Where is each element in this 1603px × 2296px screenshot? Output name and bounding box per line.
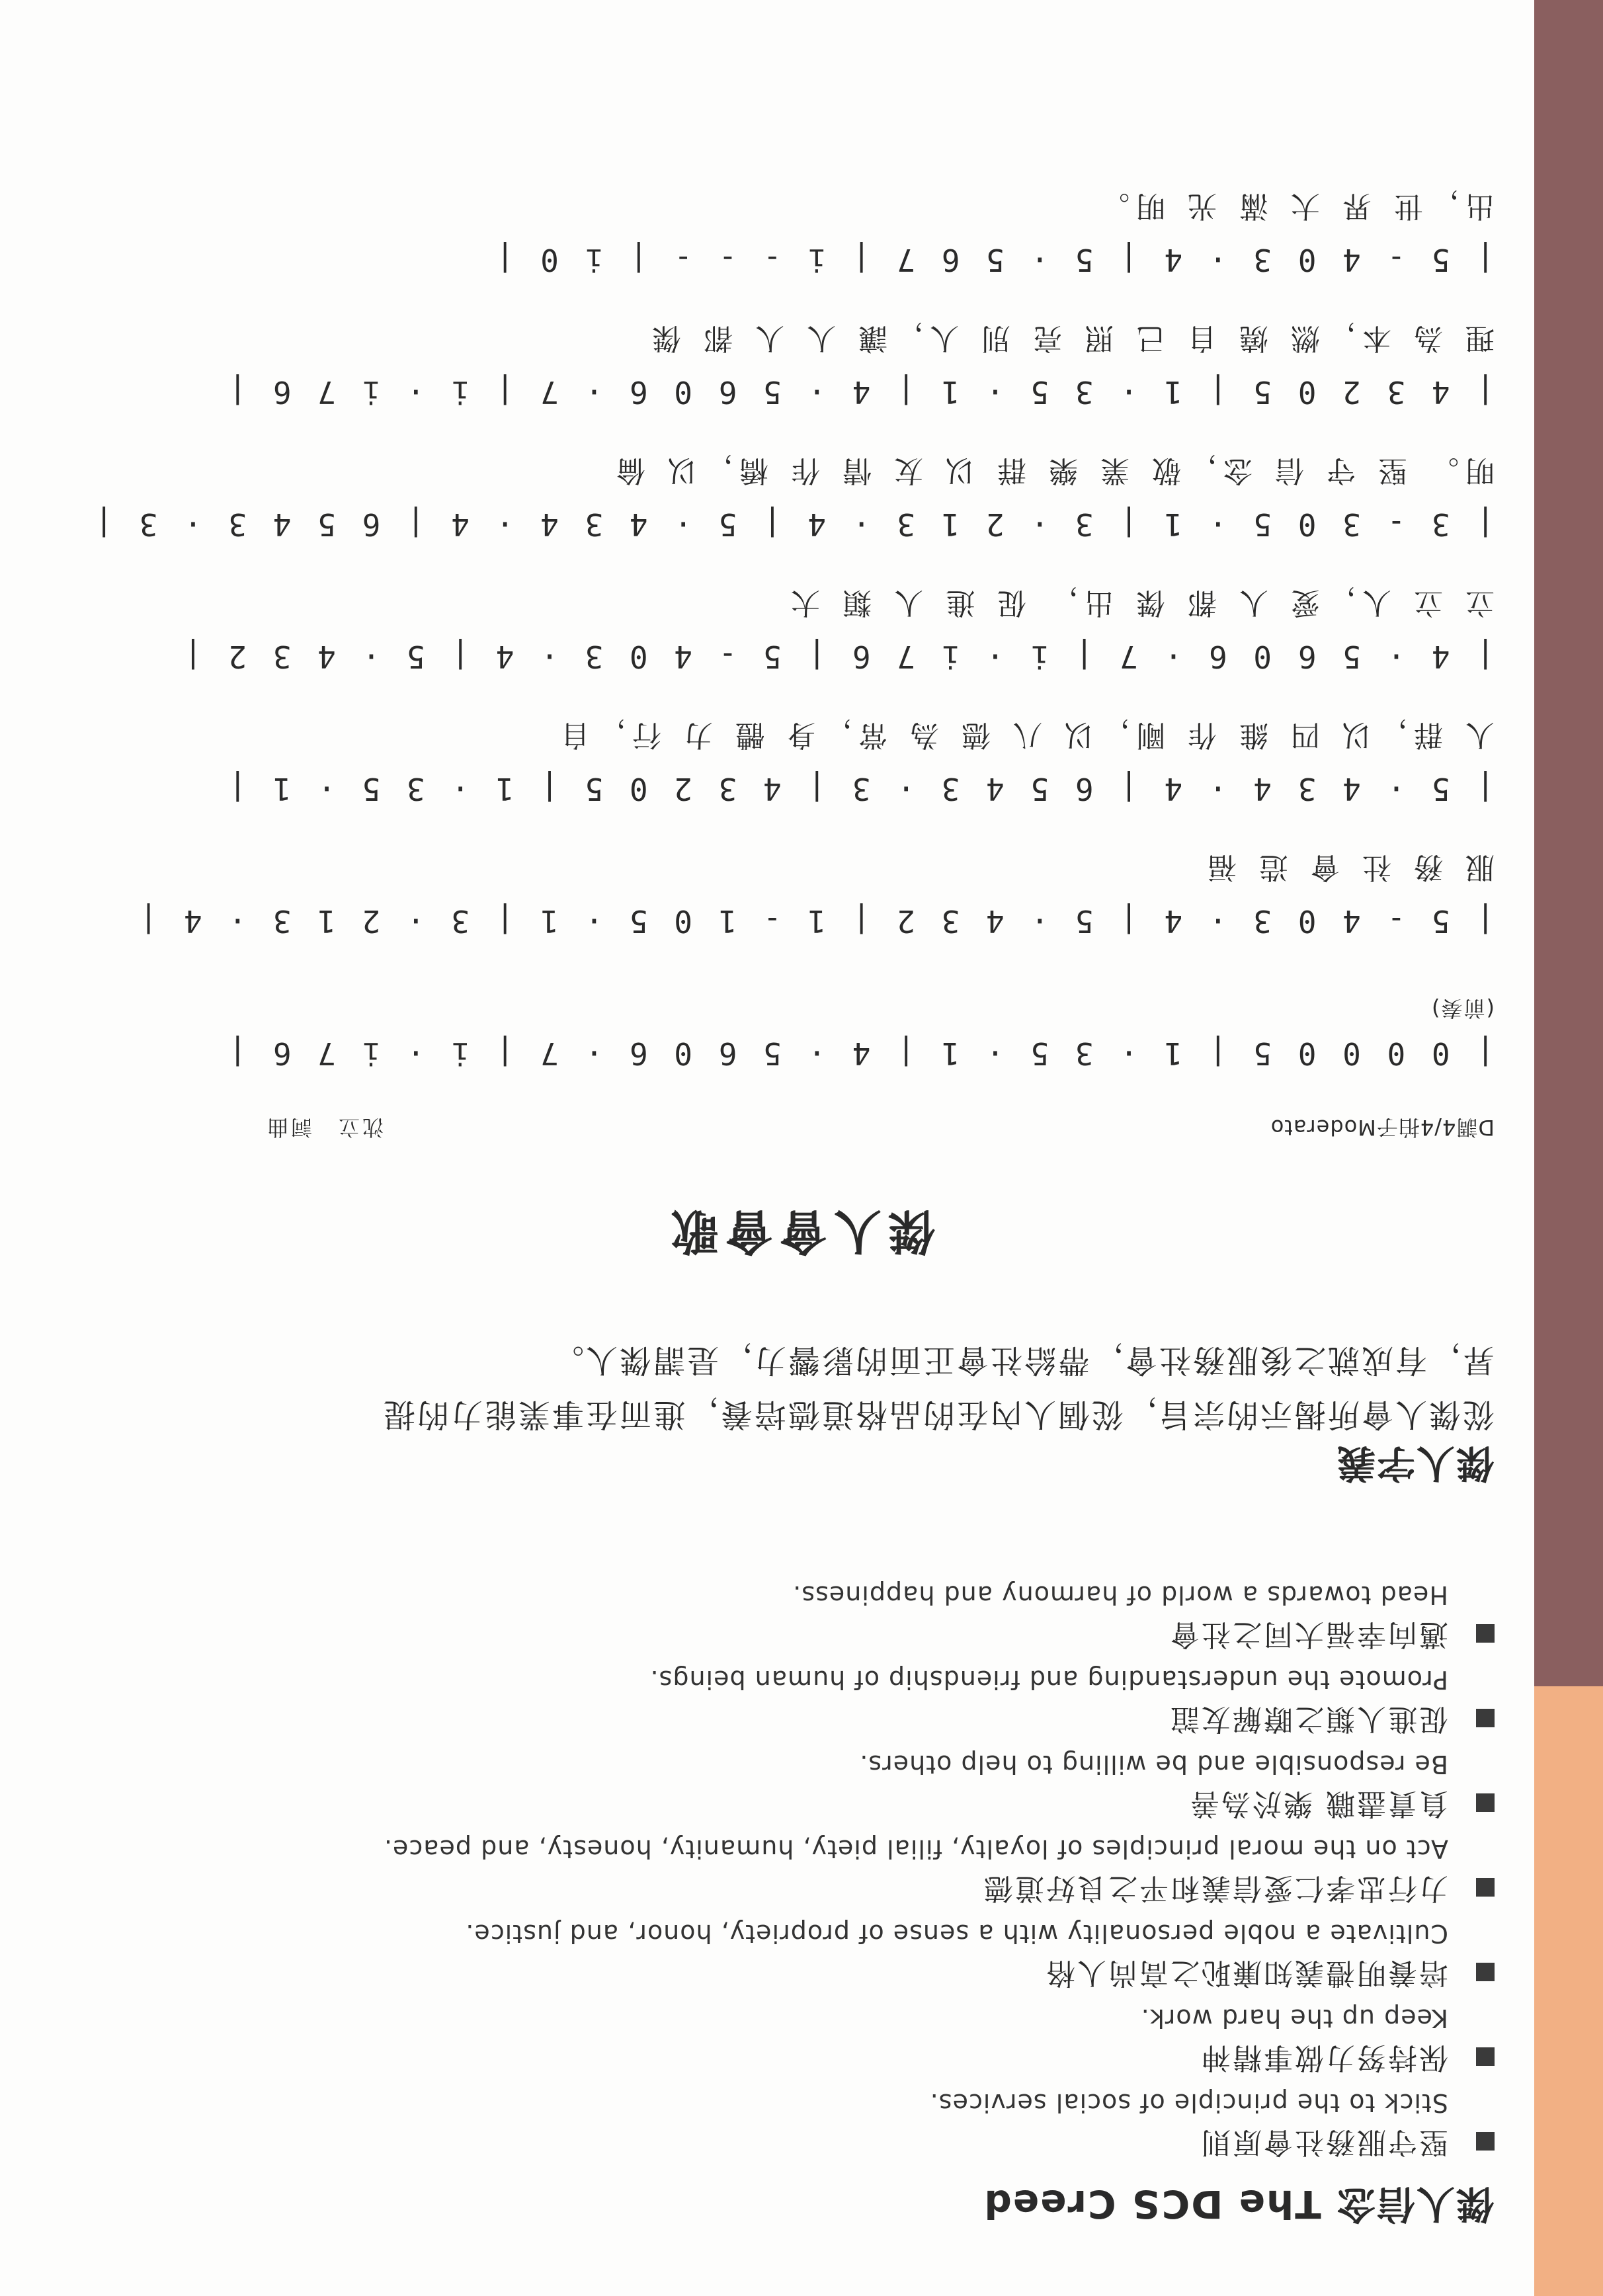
score-notes-line: | 5 - 4 0 3 · 4 | 5 · 4 3 2 | 1 - 1 0 5 · 1 | 3 · 2 1 3 · 4 | bbox=[135, 903, 1495, 939]
creed-item-chinese: 邁向幸福大同之社會 bbox=[1169, 1618, 1448, 1651]
creed-item-english: Head towards a world of harmony and happiness. bbox=[792, 1580, 1448, 1610]
bullet-square-icon bbox=[1476, 1963, 1495, 1981]
strip-bottom-segment bbox=[1534, 1686, 1603, 2296]
score-lyrics-line: 出，世 界 大 滿 光 明。 bbox=[1094, 189, 1495, 223]
score-notes-line: | 5 - 4 0 3 · 4 | 5 · 5 6 7 | i - - - | i 0 | bbox=[491, 242, 1495, 278]
creed-item bbox=[139, 1824, 1495, 1908]
bullet-square-icon bbox=[1476, 1878, 1495, 1897]
song-title: 傑人會會歌 bbox=[665, 1204, 936, 1259]
score-lyrics-line: 理 為 本，燃 燒 自 己 照 亮 別 人，讓 人 人 都 傑 bbox=[645, 321, 1495, 355]
intro-tag: (前奏) bbox=[1430, 996, 1495, 1021]
bullet-square-icon bbox=[1476, 1709, 1495, 1727]
creed-item-chinese: 負責盡職 樂於為善 bbox=[1188, 1787, 1448, 1821]
creed-item bbox=[139, 1908, 1495, 1993]
score-notes-line: | 4 3 2 0 5 | 1 · 3 5 · 1 | 4 · 5 6 0 6 · 7 | i · i 7 6 | bbox=[224, 374, 1495, 410]
creed-title: 傑人信念 The DCS Creed bbox=[983, 2182, 1495, 2227]
score-notes-line: | 0 0 0 0 5 | 1 · 3 5 · 1 | 4 · 5 6 0 6 · 7 | i · i 7 6 | bbox=[224, 1036, 1495, 1071]
creed-item bbox=[139, 1993, 1495, 2078]
score-lyrics-line: 人 群，以 四 維 作 剛，以 八 德 為 常，身 體 力 行，自 bbox=[554, 718, 1495, 752]
document-content bbox=[91, 53, 1495, 2235]
creed-item-chinese: 堅守服務社會原則 bbox=[1200, 2125, 1448, 2159]
strip-top-segment bbox=[1534, 0, 1603, 1686]
creed-item-chinese: 培養明禮義知廉恥之高尚人格 bbox=[1044, 1956, 1448, 1990]
creed-item-english: Act on the moral principles of loyalty, filial piety, humanity, honesty, and peace. bbox=[383, 1834, 1448, 1864]
creed-item-english: Promote the understanding and friendship of human beings. bbox=[649, 1665, 1448, 1694]
score-notes-line: | 5 · 4 3 4 · 4 | 6 5 4 3 · 3 | 4 3 2 0 5 | 1 · 3 5 · 1 | bbox=[224, 771, 1495, 807]
creed-item-english: Cultivate a noble personality with a sense of propriety, honor, and justice. bbox=[465, 1919, 1448, 1948]
bullet-square-icon bbox=[1476, 1624, 1495, 1643]
side-color-strip bbox=[1534, 0, 1603, 2296]
bullet-square-icon bbox=[1476, 2132, 1495, 2151]
creed-item bbox=[139, 1739, 1495, 1824]
oath-title: 傑人字義 bbox=[1335, 1441, 1495, 1486]
oath-text: 從傑人會所揭示的宗旨，從個人內在的品格道德培養，進而在事業能力的提昇，有成就之後服務社會，帶給社會正面的影響力，是謂傑人。 bbox=[381, 1342, 1495, 1433]
score-lyrics-line: 明。 堅 守 信 念，敬 業 樂 群 以 友 情 作 橋，以 倫 bbox=[610, 454, 1495, 487]
creed-item-chinese: 保持努力做事精神 bbox=[1200, 2041, 1448, 2074]
creed-item-chinese: 力行忠孝仁愛信義和平之良好道德 bbox=[982, 1871, 1448, 1905]
song-tempo: D調4/4拍子Moderato bbox=[1270, 1115, 1495, 1140]
song-composer: 沈立 詞曲 bbox=[264, 1115, 384, 1140]
creed-list bbox=[139, 1570, 1495, 2162]
score-notes-line: | 3 - 3 0 5 · 1 | 3 · 2 1 3 · 4 | 5 · 4 3 4 · 4 | 6 5 4 3 · 3 | bbox=[91, 507, 1495, 542]
creed-item bbox=[139, 2078, 1495, 2162]
creed-item-english: Keep up the hard work. bbox=[1140, 2004, 1448, 2033]
creed-item bbox=[139, 1655, 1495, 1739]
bullet-square-icon bbox=[1476, 2047, 1495, 2066]
creed-item-chinese: 促進人類之瞭解友誼 bbox=[1169, 1702, 1448, 1736]
bullet-square-icon bbox=[1476, 1793, 1495, 1812]
creed-item-english: Be responsible and be willing to help others. bbox=[859, 1750, 1448, 1779]
score-notes-line: | 4 · 5 6 0 6 · 7 | i · i 7 6 | 5 - 4 0 3 · 4 | 5 · 4 3 2 | bbox=[180, 639, 1495, 675]
creed-item-english: Stick to the principle of social services. bbox=[929, 2088, 1448, 2117]
score-lyrics-line: 立 立 人，愛 人 都 傑 出， 促 進 人 類 大 bbox=[784, 586, 1495, 620]
creed-item bbox=[139, 1570, 1495, 1655]
score-lyrics-line: 服 務 社 會 造 福 bbox=[1201, 850, 1495, 884]
